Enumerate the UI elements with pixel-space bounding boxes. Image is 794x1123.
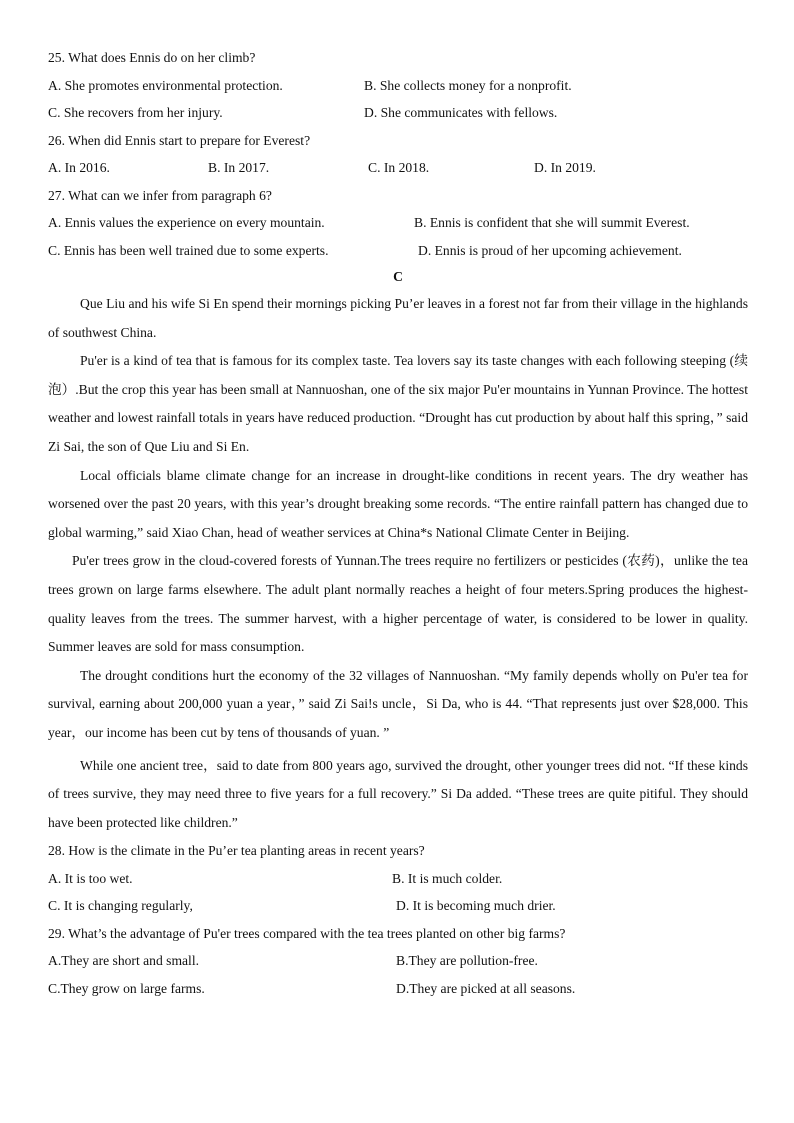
question-25-options-row-1 (48, 72, 748, 100)
question-28-stem: 28. How is the climate in the Pu’er tea planting areas in recent years? (48, 843, 425, 859)
option-28-a[interactable]: A. It is too wet. (48, 870, 133, 886)
option-26-a[interactable]: A. In 2016. (48, 160, 110, 175)
question-27-stem: 27. What can we infer from paragraph 6? (48, 187, 272, 203)
question-29-options-row-2 (48, 975, 748, 1003)
option-27-b[interactable]: B. Ennis is confident that she will summit Everest. (414, 215, 690, 230)
option-27-a[interactable]: A. Ennis values the experience on every mountain. (48, 215, 325, 230)
question-27-options-row-1 (48, 209, 748, 237)
option-25-c[interactable]: C. She recovers from her injury. (48, 105, 223, 120)
option-25-a[interactable]: A. She promotes environmental protection. (48, 77, 283, 93)
option-29-d[interactable]: D.They are picked at all seasons. (396, 980, 576, 996)
question-26-options-row (48, 154, 748, 182)
exam-page (48, 44, 748, 1002)
option-25-b[interactable]: B. She collects money for a nonprofit. (364, 77, 572, 93)
question-27-options-row-2 (48, 237, 748, 265)
passage-paragraph-6: While one ancient tree，said to date from 800 years ago, survived the drought, other younger trees did not. “If these kinds of trees survive, they may need three to five years for a full recovery.” Si Da added. “These trees are quite pitiful. They should have been protected like children.” (48, 757, 748, 830)
question-25-stem: 25. What does Ennis do on her climb? (48, 50, 256, 65)
question-28-options-row-1 (48, 865, 748, 893)
option-25-d[interactable]: D. She communicates with fellows. (364, 105, 558, 120)
option-28-d[interactable]: D. It is becoming much drier. (396, 898, 556, 914)
question-28-options-row-2 (48, 892, 748, 920)
section-c-heading: C (393, 269, 403, 284)
option-27-c[interactable]: C. Ennis has been well trained due to some experts. (48, 242, 329, 258)
passage-paragraph-2: Pu'er is a kind of tea that is famous for its complex taste. Tea lovers say its taste changes with each following steeping (续泡）.But the crop this year has been small at Nannuoshan, one of the six major Pu'er mountains in Yunnan Province. The hottest weather and lowest rainfall totals in years have reduced production. “Drought has cut production by about half this spring，” said Zi Sai, the son of Que Liu and Si En. (48, 353, 748, 454)
option-28-b[interactable]: B. It is much colder. (392, 870, 503, 886)
passage-paragraph-3: Local officials blame climate change for an increase in drought-like conditions in recent years. The dry weather has worsened over the past 20 years, with this year’s drought breaking some records. “The entire rainfall pattern has changed due to global warming,” said Xiao Chan, head of weather services at China*s National Climate Center in Beijing. (48, 467, 748, 540)
option-29-a[interactable]: A.They are short and small. (48, 953, 199, 969)
question-26-stem: 26. When did Ennis start to prepare for Everest? (48, 132, 311, 148)
passage-paragraph-1: Que Liu and his wife Si En spend their mornings picking Pu’er leaves in a forest not far from their village in the highlands of southwest China. (48, 296, 748, 340)
passage-paragraph-5: The drought conditions hurt the economy of the 32 villages of Nannuoshan. “My family depends wholly on Pu'er tea for survival, earning about 200,000 yuan a year，” said Zi Sai!s uncle，Si Da, who is 44. “That represents just over $28,000. This year，our income has been cut by tens of thousands of yuan. ” (48, 667, 748, 740)
option-27-d[interactable]: D. Ennis is proud of her upcoming achievement. (418, 242, 682, 258)
question-25-options-row-2 (48, 99, 748, 127)
question-29-options-row-1 (48, 947, 748, 975)
option-29-b[interactable]: B.They are pollution-free. (396, 953, 538, 969)
option-28-c[interactable]: C. It is changing regularly, (48, 898, 193, 914)
option-26-c[interactable]: C. In 2018. (368, 160, 430, 175)
option-29-c[interactable]: C.They grow on large farms. (48, 980, 205, 996)
passage-paragraph-4: Pu'er trees grow in the cloud-covered forests of Yunnan.The trees require no fertilizers or pesticides (农药)，unlike the tea trees grown on large farms elsewhere. The adult plant normally reaches a height of four meters.Spring produces the highest-quality leaves from the trees. The summer harvest, with a higher percentage of water, is considered to be lower in quality. Summer leaves are sold for mass consumption. (48, 553, 748, 655)
option-26-b[interactable]: B. In 2017. (208, 160, 270, 175)
question-29-stem: 29. What’s the advantage of Pu'er trees compared with the tea trees planted on other big farms? (48, 925, 566, 941)
option-26-d[interactable]: D. In 2019. (534, 160, 596, 175)
